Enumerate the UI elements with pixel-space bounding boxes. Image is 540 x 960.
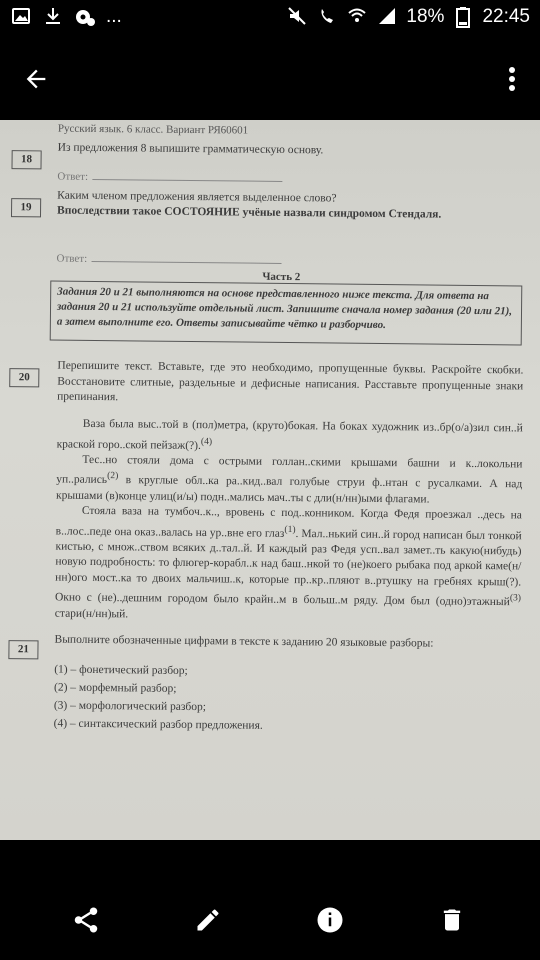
p2a-text: Тес..но стояли дома с острыми голлан..скими крышами башни и к..локольни уп..рались	[56, 453, 523, 487]
question-21-task: Выполните обозначенные цифрами в тексте к заданию 20 языковые разборы:	[54, 633, 434, 650]
analysis-item: (3) – морфологический разбор;	[53, 699, 207, 714]
download-icon	[42, 6, 64, 28]
image-notification-icon	[10, 6, 32, 28]
answer-19	[56, 251, 281, 267]
p2b-text: в круглые обл..ка ра..кид..вал голубые струи ф..нтан с русалками. А над крышами (в)конце улиц(и/ы) подн..мались мач..ты с дли(н/нн)ыми флагами.	[56, 474, 523, 506]
app-bar	[0, 38, 540, 120]
share-icon	[71, 905, 101, 935]
analysis-item: (1) – фонетический разбор;	[54, 663, 188, 677]
p2-sup: (2)	[107, 470, 119, 482]
share-button[interactable]	[64, 898, 108, 942]
answer-line	[91, 251, 281, 264]
arrow-back-icon	[22, 65, 50, 93]
exercise-text	[55, 417, 523, 627]
exercise-paragraph-2	[56, 452, 523, 508]
p3a-text: Стояла ваза на тумбоч..к.., вровень с под..конником. Когда Федя проезжал ..десь на в..лос..педе она оказ..валась на ур..вне его глаз	[55, 505, 522, 540]
answer-line	[92, 169, 282, 182]
p1-text: Ваза была выс..той в (пол)метра, (круто)бокая. На боках художник из..бр(о/а)зил син..й краской горо..ской пейзаж(?).	[56, 417, 523, 452]
more-notifications-text: ...	[106, 6, 122, 27]
p3b-text: . Мал..нький син..й город написан был тонкой кистью, с множ..ством всяких д..тал..й. И каждый раз Федя усп..вал замет..ть какую(нибудь) новую подробность: то флюгер-корабл..к над баш..нкой то (не)коего рыбака под аркой каме(н/нн)ого мост..ка то двоих мальчиш..к, которые пр..кр..пляют в..ртушку на гребнях крыш(?). Окно с (не)..дешним городом было крайн..м в больш..м ряду. Дом был (одно)этажный	[54, 527, 522, 609]
page-header: Русский язык. 6 класс. Вариант РЯ60601	[57, 122, 249, 137]
question-number-19: 19	[11, 198, 41, 217]
question-number-20: 20	[9, 368, 39, 387]
bottom-action-bar	[0, 880, 540, 960]
back-button[interactable]	[12, 55, 60, 103]
p3c-text: стари(н/нн)ый.	[54, 607, 129, 621]
exercise-paragraph-3	[55, 504, 522, 627]
battery-icon	[452, 6, 474, 28]
photo-viewer[interactable]	[0, 120, 540, 840]
answer-label: Ответ:	[56, 252, 88, 265]
p3-sup: (1)	[284, 523, 296, 535]
question-number-18: 18	[11, 150, 41, 169]
document-page	[0, 120, 540, 840]
answer-label: Ответ:	[57, 170, 89, 183]
status-bar	[0, 0, 540, 38]
battery-percent: 18%	[406, 6, 445, 27]
task-20-text: Перепишите текст. Вставьте, где это необходимо, пропущенные буквы. Раскройте скобки. Восстановите слитные, раздельные и дефисные написания. Расставьте пропущенные знаки препинания.	[57, 359, 524, 404]
edit-icon	[194, 906, 222, 934]
delete-icon	[438, 906, 466, 934]
p3-sup2: (3)	[509, 592, 522, 604]
info-icon	[315, 905, 345, 935]
p1-sup: (4)	[200, 435, 213, 447]
question-19-sentence: Впоследствии такое СОСТОЯНИЕ учёные назвали синдромом Стендаля.	[56, 204, 442, 221]
answer-18	[57, 169, 282, 185]
question-20-task	[57, 359, 523, 410]
clock: 22:45	[482, 6, 530, 27]
mute-icon	[286, 6, 308, 28]
more-vert-icon	[508, 66, 516, 92]
more-options-button[interactable]	[492, 55, 532, 103]
settings-notification-icon	[74, 6, 96, 28]
info-button[interactable]	[308, 898, 352, 942]
delete-button[interactable]	[430, 898, 474, 942]
part-title: Часть 2	[262, 270, 301, 284]
analysis-list	[54, 661, 264, 735]
status-right	[286, 6, 530, 28]
wifi-call-icon	[316, 6, 338, 28]
analysis-item: (4) – синтаксический разбор предложения.	[53, 717, 263, 732]
question-number-21: 21	[8, 640, 38, 659]
analysis-item: (2) – морфемный разбор;	[53, 681, 177, 695]
wifi-icon	[346, 6, 368, 28]
instructions-box: Задания 20 и 21 выполняются на основе представленного ниже текста. Для ответа на задания 20 и 21 используйте отдельный лист. Запишите сначала номер задания (20 или 21), а затем выполните его. Ответы записывайте чётко и разборчиво.	[50, 281, 523, 346]
signal-icon	[376, 6, 398, 28]
edit-button[interactable]	[186, 898, 230, 942]
exercise-paragraph-1	[57, 417, 523, 458]
question-19-text: Каким членом предложения является выделенное слово?	[57, 189, 337, 205]
status-left	[10, 6, 122, 28]
question-18-text: Из предложения 8 выпишите грамматическую основу.	[57, 141, 324, 157]
